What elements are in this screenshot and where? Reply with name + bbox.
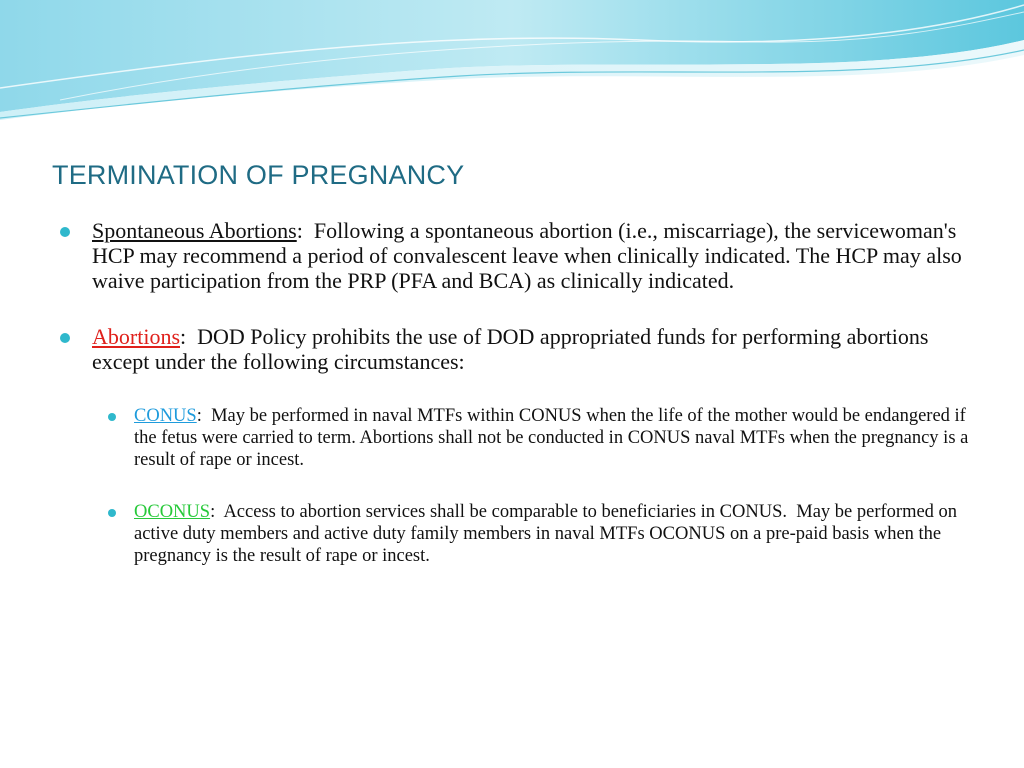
slide-title: TERMINATION OF PREGNANCY: [52, 160, 465, 190]
bullet-dot-icon: [60, 333, 70, 343]
bullet-term: Spontaneous Abortions: [92, 218, 297, 243]
sub-bullet-separator: :: [196, 406, 202, 426]
bullet-dot-icon: [108, 413, 116, 421]
sub-bullet-conus: [60, 405, 980, 471]
bullet-term: Abortions: [92, 324, 180, 349]
bullet-separator: :: [296, 218, 303, 243]
sub-bullet-term: OCONUS: [134, 502, 211, 522]
bullet-dot-icon: [60, 227, 70, 237]
sub-bullet-separator: :: [210, 502, 216, 522]
bullet-dot-icon: [108, 509, 116, 517]
sub-bullet-text: Access to abortion services shall be comparable to beneficiaries in CONUS. May be performed on active duty members and active duty family members in naval MTFs OCONUS on a pre-paid basis when the pregnancy is the result of rape or incest.: [134, 502, 962, 566]
decorative-wave-header: [0, 0, 1024, 140]
sub-bullet-term: CONUS: [134, 406, 197, 426]
bullet-spontaneous-abortions: [60, 218, 980, 293]
slide-body: [60, 218, 980, 597]
bullet-separator: :: [180, 324, 187, 349]
sub-bullet-oconus: [60, 501, 980, 567]
bullet-text: DOD Policy prohibits the use of DOD appropriated funds for performing abortions except under the following circumstances:: [92, 324, 934, 374]
bullet-abortions: [60, 324, 980, 374]
sub-bullet-text: May be performed in naval MTFs within CONUS when the life of the mother would be endangered if the fetus were carried to term. Abortions shall not be conducted in CONUS naval MTFs when the pregnancy is a result of rape or incest.: [134, 406, 973, 470]
bullet-text: Following a spontaneous abortion (i.e., miscarriage), the servicewoman's HCP may recommend a period of convalescent leave when clinically indicated. The HCP may also waive participation from the PRP (PFA and BCA) as clinically indicated.: [92, 218, 968, 293]
